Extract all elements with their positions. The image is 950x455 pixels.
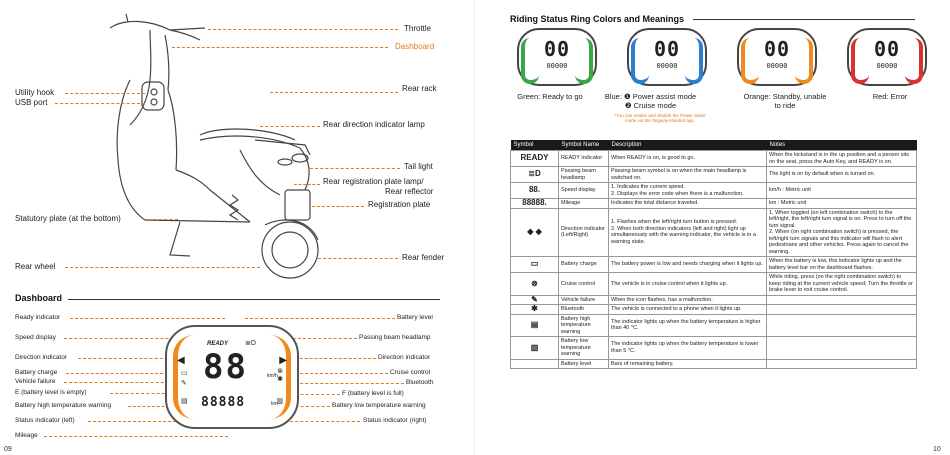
table-row: [511, 273, 917, 296]
dash-label-vehicle-failure: Vehicle failure: [15, 378, 56, 385]
dash-label-mileage: Mileage: [15, 432, 38, 439]
row-symbol-name: Battery low temperature warning: [559, 337, 609, 360]
dashboard-heading: Dashboard: [15, 293, 63, 303]
status-ring: [847, 28, 927, 86]
dash-label-passing-beam: Passing beam headlamp: [359, 334, 431, 341]
row-description: The battery power is low and needs charging when it lights up.: [609, 257, 767, 273]
ring-odo: 00000: [656, 62, 678, 70]
right-page: [475, 0, 950, 455]
col-symbol: Symbol: [511, 140, 559, 151]
dash-label-status-left: Status indicator (left): [15, 417, 75, 424]
row-notes: 1. When toggled (on left combination switch) to the left/right, the left/right turn signal is on. Press to turn off the turn signal. 2. When (on right combination switch) is pressed, the left/right turn signals and this indicator will flash to alert pedestrians and other vehicles. Press again to cancel the warning.: [767, 208, 917, 257]
row-description: Indicates the total distance traveled.: [609, 199, 767, 209]
table-row: [511, 257, 917, 273]
label-rear-direction-lamp: Rear direction indicator lamp: [323, 120, 425, 129]
dash-label-direction-left: Direction indicator: [15, 354, 68, 361]
ring-caption: Blue: ❶ Power assist mode ❷ Cruise mode: [604, 92, 697, 110]
row-symbol-name: Bluetooth: [559, 305, 609, 315]
ring-odo: 00000: [546, 62, 568, 70]
dash-label-speed: Speed display: [15, 334, 56, 341]
passing-beam-icon: ≣D: [245, 340, 256, 347]
symbol-table-header: [511, 140, 917, 151]
row-symbol-name: Battery level: [559, 359, 609, 369]
row-symbol-name: Battery high temperature warning: [559, 314, 609, 337]
ring-speed: 00: [763, 37, 791, 61]
dash-label-e-empty: E (battery level is empty): [15, 389, 87, 396]
dash-label-direction-right: Direction indicator: [378, 354, 431, 361]
label-rear-wheel: Rear wheel: [15, 262, 56, 271]
row-symbol: ≣D: [511, 167, 559, 183]
bluetooth-icon: ✱: [277, 376, 283, 383]
row-symbol: ⊗: [511, 273, 559, 296]
direction-right-icon: ▶: [279, 355, 287, 366]
ring-caption: Green: Ready to go: [517, 92, 583, 101]
battery-charge-icon: ▭: [181, 370, 188, 377]
ring-odo: 00000: [876, 62, 898, 70]
ring-speed: 00: [653, 37, 681, 61]
speed-display: 88: [203, 347, 248, 387]
blue-mode-note: *You can enable and disable the Power assist mode via the Segway-Ninebot app.: [614, 113, 706, 123]
row-notes: km : Metric unit: [767, 199, 917, 209]
status-ring: [627, 28, 707, 86]
dash-label-bluetooth: Bluetooth: [406, 379, 434, 386]
row-description: The indicator lights up when the battery temperature is higher than 40 °C.: [609, 314, 767, 337]
row-symbol: ✎: [511, 295, 559, 305]
dash-label-battery-charge: Battery charge: [15, 369, 58, 376]
label-registration-plate: Registration plate: [368, 200, 431, 209]
table-row: [511, 151, 917, 167]
label-throttle: Throttle: [404, 24, 432, 33]
row-notes: [767, 359, 917, 369]
ring-speed: 00: [873, 37, 901, 61]
row-notes: When the battery is low, this indicator lights up and the battery level bar on the dashboard flashes.: [767, 257, 917, 273]
row-description: When the icon flashes, has a malfunction.: [609, 295, 767, 305]
row-symbol-name: Vehicle failure: [559, 295, 609, 305]
row-symbol: [511, 359, 559, 369]
label-utility-hook: Utility hook: [15, 88, 55, 97]
label-dashboard: Dashboard: [395, 42, 435, 51]
status-indicator-left: [173, 335, 194, 419]
label-rear-reg-plate-lamp: Rear registration plate lamp/: [323, 177, 424, 186]
table-row: [511, 167, 917, 183]
row-description: 1. Indicates the current speed. 2. Displays the error code when there is a malfunction.: [609, 183, 767, 199]
row-symbol-name: Mileage: [559, 199, 609, 209]
mileage-display: 88888: [201, 395, 246, 410]
symbol-table: [510, 140, 917, 369]
row-notes: While riding, press (on the right combination switch) to keep riding at the current vehicle speed; Turn the throttle or brake lever to exit cruise control.: [767, 273, 917, 296]
row-notes: The light is on by default when is turned on.: [767, 167, 917, 183]
row-symbol: ◆ ◆: [511, 208, 559, 257]
row-notes: [767, 305, 917, 315]
ring-caption: Red: Error: [872, 92, 908, 101]
table-row: [511, 314, 917, 337]
row-description: Passing beam symbol is on when the main headlamp is switched on.: [609, 167, 767, 183]
battery-low-temp-icon: ▥: [276, 398, 283, 405]
mileage-unit: km: [271, 401, 278, 407]
row-symbol-name: Passing beam headlamp: [559, 167, 609, 183]
row-notes: [767, 295, 917, 305]
row-description: When READY is on, is good to go.: [609, 151, 767, 167]
row-description: 1. Flashes when the left/right turn button is pressed. 2. When both direction indicators (left and right) light up simultaneously with the warning indicator, the vehicle is in a warning state.: [609, 208, 767, 257]
row-symbol-name: Speed display: [559, 183, 609, 199]
label-rear-fender: Rear fender: [402, 253, 445, 262]
dash-label-status-right: Status indicator (right): [363, 417, 427, 424]
row-symbol: ▥: [511, 337, 559, 360]
row-notes: km/h : Metric unit: [767, 183, 917, 199]
dashboard-display: [165, 325, 299, 429]
row-symbol: 88888.: [511, 199, 559, 209]
table-row: [511, 199, 917, 209]
table-row: [511, 208, 917, 257]
row-symbol: 88.: [511, 183, 559, 199]
vehicle-failure-icon: ✎: [181, 380, 187, 387]
row-symbol-name: Battery charge: [559, 257, 609, 273]
table-row: [511, 295, 917, 305]
speed-unit: km/h: [267, 373, 278, 379]
col-symbol-name: Symbol Name: [559, 140, 609, 151]
row-symbol: ▭: [511, 257, 559, 273]
row-symbol-name: Cruise control: [559, 273, 609, 296]
dash-label-battery-low-temp: Battery low temperature warning: [332, 402, 426, 409]
ring-colors-heading: Riding Status Ring Colors and Meanings: [510, 14, 685, 24]
status-ring: [737, 28, 817, 86]
ring-odo: 00000: [766, 62, 788, 70]
dash-label-f-full: F (battery level is full): [342, 390, 404, 397]
row-description: The indicator lights up when the battery temperature is lower than 5 °C.: [609, 337, 767, 360]
dash-label-battery-high-temp: Battery high temperature warning: [15, 402, 112, 409]
label-rear-rack: Rear rack: [402, 84, 437, 93]
label-tail-light: Tail light: [404, 162, 433, 171]
table-row: [511, 337, 917, 360]
page-number-right: 10: [933, 446, 941, 453]
label-usb-port: USB port: [15, 98, 48, 107]
row-notes: [767, 337, 917, 360]
direction-left-icon: ◀: [177, 355, 185, 366]
ring-speed: 00: [543, 37, 571, 61]
label-statutory-plate: Statutory plate (at the bottom): [15, 214, 121, 223]
page-number-left: 09: [4, 446, 12, 453]
table-row: [511, 183, 917, 199]
row-symbol: READY: [511, 151, 559, 167]
dash-label-battery-level: Battery level: [397, 314, 433, 321]
col-notes: Notes: [767, 140, 917, 151]
row-symbol: ▤: [511, 314, 559, 337]
table-row: [511, 305, 917, 315]
cruise-control-icon: ⊗: [277, 368, 283, 375]
row-notes: [767, 314, 917, 337]
row-description: Bars of remaining battery.: [609, 359, 767, 369]
col-description: Description: [609, 140, 767, 151]
row-description: The vehicle is connected to a phone when it lights up.: [609, 305, 767, 315]
dash-label-ready: Ready indicator: [15, 314, 61, 321]
row-notes: When the kickstand is in the up position and a person sits on the seat, press the Auto Key, and READY is on.: [767, 151, 917, 167]
row-symbol-name: Direction indicator (Left/Right): [559, 208, 609, 257]
table-row: [511, 359, 917, 369]
row-symbol-name: READY indicator: [559, 151, 609, 167]
ready-indicator: READY: [207, 341, 229, 347]
label-rear-reflector: Rear reflector: [385, 187, 434, 196]
row-description: The vehicle is in cruise control when it lights up.: [609, 273, 767, 296]
status-ring: [517, 28, 597, 86]
dash-label-cruise: Cruise control: [390, 369, 431, 376]
ring-caption: Orange: Standby, unable to ride: [743, 92, 827, 110]
battery-high-temp-icon: ▤: [181, 398, 188, 405]
row-symbol: ✱: [511, 305, 559, 315]
